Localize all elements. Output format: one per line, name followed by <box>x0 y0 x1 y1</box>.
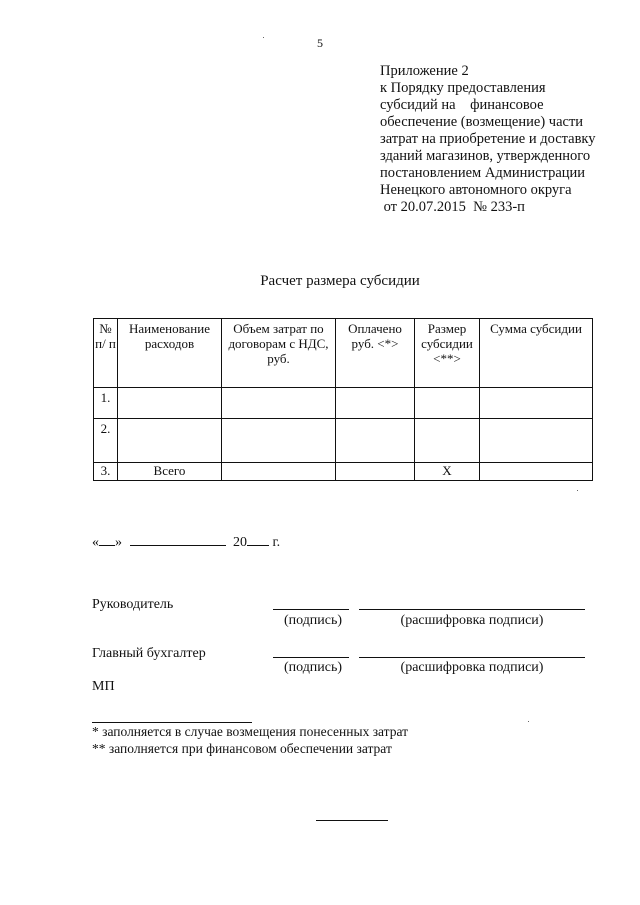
header-cell: Оплачено руб. <*> <box>336 319 415 388</box>
quote-close: » <box>115 535 122 550</box>
table-cell[interactable] <box>222 463 336 481</box>
accountant-decoding-field[interactable] <box>359 657 585 658</box>
stamp-label: МП <box>92 679 115 694</box>
table-cell[interactable] <box>480 388 593 419</box>
scan-speck <box>528 721 529 722</box>
appendix-line: к Порядку предоставления <box>380 80 546 96</box>
year-field[interactable] <box>247 533 269 546</box>
appendix-line: Приложение 2 <box>380 63 469 79</box>
header-cell: Размер субсидии <**> <box>415 319 480 388</box>
quote-open: « <box>92 535 99 550</box>
month-field[interactable] <box>130 533 226 546</box>
decoding-caption: (расшифровка подписи) <box>400 613 544 628</box>
table-cell[interactable] <box>336 388 415 419</box>
table-cell: Всего <box>118 463 222 481</box>
header-cell: Объем затрат по договорам с НДС, руб. <box>222 319 336 388</box>
table-cell[interactable] <box>118 388 222 419</box>
page-number: 5 <box>317 36 323 50</box>
header-cell: Наименование расходов <box>118 319 222 388</box>
header-cell: № п/ п <box>94 319 118 388</box>
appendix-header <box>380 63 630 216</box>
signature-caption: (подпись) <box>283 660 343 675</box>
decoding-caption: (расшифровка подписи) <box>400 660 544 675</box>
table-cell[interactable] <box>415 388 480 419</box>
footnote: * заполняется в случае возмещения понесенных затрат <box>92 724 409 739</box>
table-cell: 3. <box>94 463 118 481</box>
table-cell[interactable] <box>222 388 336 419</box>
document-title: Расчет размера субсидии <box>260 273 420 289</box>
appendix-line: постановлением Администрации <box>380 165 586 181</box>
table-total-row <box>94 463 593 481</box>
day-field[interactable] <box>99 533 115 546</box>
end-divider <box>316 820 388 821</box>
appendix-line: затрат на приобретение и доставку <box>380 131 596 147</box>
scan-speck <box>577 490 578 491</box>
table-cell: Х <box>415 463 480 481</box>
signature-caption: (подпись) <box>283 613 343 628</box>
year-suffix: г. <box>272 535 281 550</box>
table-row <box>94 419 593 463</box>
table-cell[interactable] <box>480 463 593 481</box>
year-prefix: 20 <box>233 535 247 550</box>
date-line <box>92 533 280 551</box>
table-header-row <box>94 319 593 388</box>
appendix-line: зданий магазинов, утвержденного <box>380 148 591 164</box>
table-cell[interactable] <box>336 463 415 481</box>
table-cell[interactable] <box>336 419 415 463</box>
table-cell[interactable] <box>480 419 593 463</box>
head-signature-field[interactable] <box>273 609 349 610</box>
table-cell[interactable] <box>222 419 336 463</box>
accountant-signature-field[interactable] <box>273 657 349 658</box>
scan-speck <box>263 37 264 38</box>
table-row <box>94 388 593 419</box>
appendix-line: от 20.07.2015 № 233-п <box>380 199 525 215</box>
table-cell: 1. <box>94 388 118 419</box>
accountant-label: Главный бухгалтер <box>92 646 206 661</box>
footnotes <box>92 723 408 757</box>
table-cell[interactable] <box>415 419 480 463</box>
appendix-line: Ненецкого автономного округа <box>380 182 572 198</box>
table-cell: 2. <box>94 419 118 463</box>
head-label: Руководитель <box>92 597 174 612</box>
header-cell: Сумма субсидии <box>480 319 593 388</box>
appendix-line: субсидий на финансовое <box>380 97 544 113</box>
footnote: ** заполняется при финансовом обеспечении затрат <box>92 741 392 756</box>
head-decoding-field[interactable] <box>359 609 585 610</box>
subsidy-table <box>93 318 593 481</box>
appendix-line: обеспечение (возмещение) части <box>380 114 584 130</box>
table-cell[interactable] <box>118 419 222 463</box>
